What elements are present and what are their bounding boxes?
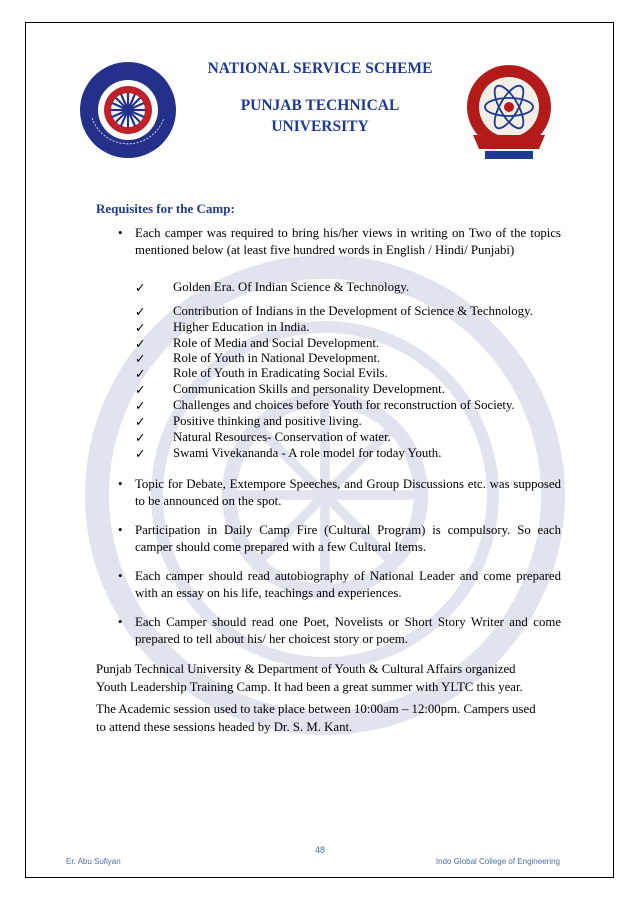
- bullet-marker: •: [118, 569, 123, 583]
- topic-item: Swami Vivekananda - A role model for today Youth.: [173, 446, 442, 460]
- bullet-5-text: Each Camper should read one Poet, Novelists or Short Story Writer and come prepared to tell about his/ her choicest story or poem.: [135, 615, 561, 646]
- bullet-2-text: Topic for Debate, Extempore Speeches, and Group Discussions etc. was supposed to be announced on the spot.: [135, 477, 561, 508]
- check-icon: ✓: [135, 367, 146, 381]
- bullet-3-text: Participation in Daily Camp Fire (Cultural Program) is compulsory. So each camper should come prepared with a few Cultural Items.: [135, 523, 561, 554]
- bullet-marker: •: [118, 477, 123, 491]
- topic-item: Higher Education in India.: [173, 320, 310, 334]
- bullet-marker: •: [118, 523, 123, 537]
- check-icon: ✓: [135, 281, 146, 295]
- page-number: 48: [314, 845, 325, 855]
- paragraph-academic-session: The Academic session used to take place between 10:00am – 12:00pm. Campers used to attend these sessions headed by Dr. S. M. Kant.: [96, 702, 536, 734]
- topic-item: Positive thinking and positive living.: [173, 414, 362, 428]
- nss-logo-icon: [78, 60, 178, 160]
- footer-college: Indo Global College of Engineering: [435, 857, 560, 866]
- bullet-1-text: Each camper was required to bring his/her views in writing on Two of the topics mentioned below (at least five hundred words in English / Hindi/ Punjabi): [135, 226, 561, 257]
- check-icon: ✓: [135, 352, 146, 366]
- topic-item: Role of Youth in National Development.: [173, 351, 381, 365]
- check-icon: ✓: [135, 447, 146, 461]
- topic-item: Role of Youth in Eradicating Social Evils.: [173, 366, 388, 380]
- requisites-heading: Requisites for the Camp:: [96, 201, 235, 216]
- check-icon: ✓: [135, 399, 146, 413]
- topic-item: Challenges and choices before Youth for reconstruction of Society.: [173, 398, 515, 412]
- check-icon: ✓: [135, 321, 146, 335]
- bullet-marker: •: [118, 226, 123, 240]
- check-icon: ✓: [135, 305, 146, 319]
- header-title-line2: PUNJAB TECHNICAL: [240, 97, 400, 114]
- paragraph-camp-summary: Punjab Technical University & Department of Youth & Cultural Affairs organized Youth Leadership Training Camp. It had been a great summer with YLTC this year.: [96, 662, 523, 694]
- header-title-line1: NATIONAL SERVICE SCHEME: [207, 60, 433, 77]
- footer-author: Er. Abu Sufiyan: [66, 857, 121, 866]
- topic-item: Communication Skills and personality Development.: [173, 382, 445, 396]
- ptu-logo-icon: [463, 63, 555, 163]
- bullet-marker: •: [118, 615, 123, 629]
- topic-item: Golden Era. Of Indian Science & Technology.: [173, 280, 410, 294]
- check-icon: ✓: [135, 383, 146, 397]
- topic-item: Contribution of Indians in the Development of Science & Technology.: [173, 304, 533, 318]
- check-icon: ✓: [135, 415, 146, 429]
- bullet-4-text: Each camper should read autobiography of National Leader and come prepared with an essay on his life, teachings and experiences.: [135, 569, 561, 600]
- topic-item: Natural Resources- Conservation of water.: [173, 430, 391, 444]
- header-title-line3: UNIVERSITY: [271, 118, 369, 135]
- check-icon: ✓: [135, 337, 146, 351]
- topic-item: Role of Media and Social Development.: [173, 336, 380, 350]
- check-icon: ✓: [135, 431, 146, 445]
